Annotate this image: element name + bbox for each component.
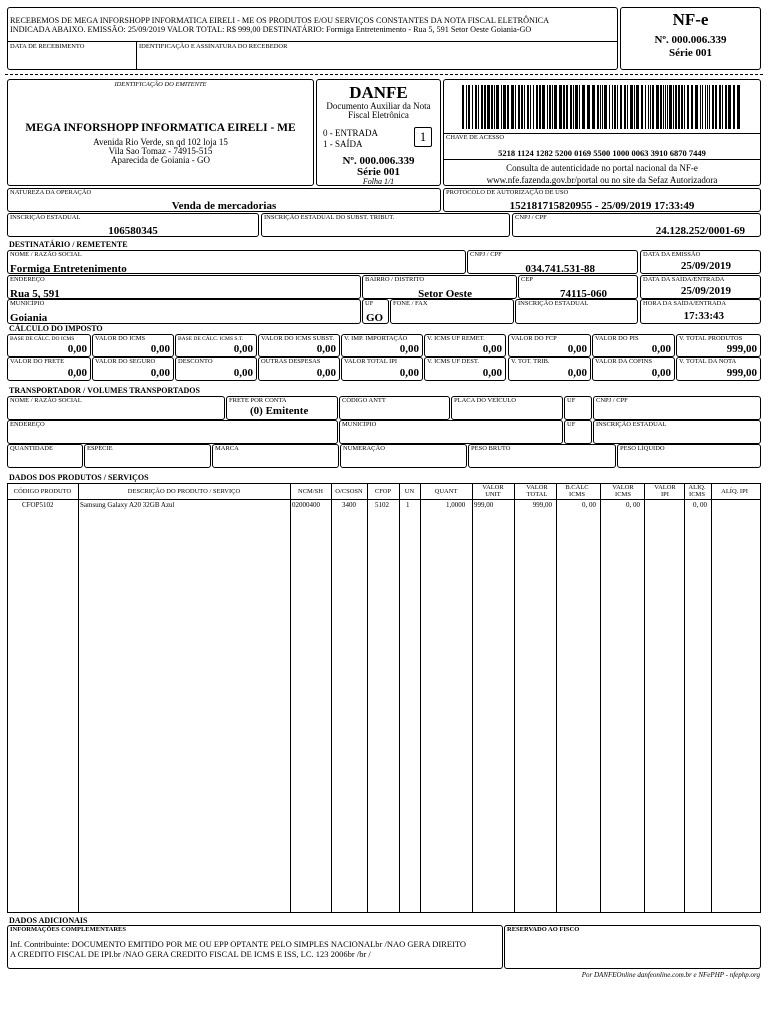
- barcode-bar: [600, 85, 601, 129]
- product-cfop: 5102: [375, 501, 389, 509]
- barcode-bar: [712, 85, 714, 129]
- danfe-series: Série 001: [356, 166, 401, 178]
- nature-value: Venda de mercadorias: [171, 200, 277, 212]
- exit-date: 25/09/2019: [680, 285, 731, 297]
- barcode-bar: [641, 85, 643, 129]
- emitter-cnpj-box: [512, 213, 761, 237]
- barcode-bar: [472, 85, 473, 129]
- col-header-total-value: VALOR TOTAL: [526, 484, 548, 498]
- access-consult1: Consulta de autenticidade no portal nacional da NF-e: [506, 163, 698, 173]
- additional-section-title: DADOS ADICIONAIS: [9, 916, 88, 925]
- carrier-city-label: MUNICÍPIO: [342, 421, 377, 428]
- barcode-bar: [687, 85, 689, 129]
- col-header-icms-rate: ALÍQ. ICMS: [688, 484, 706, 498]
- barcode-bar: [630, 85, 633, 129]
- tax-label: V. ICMS UF REMET.: [427, 335, 485, 342]
- danfe-title: DANFE: [349, 83, 408, 102]
- antt-label: CÓDIGO ANTT: [342, 397, 386, 404]
- product-total-value: 999,00: [532, 501, 552, 509]
- danfe-entrada: 0 - ENTRADA: [323, 128, 378, 138]
- receipt-nfe-number: Nº. 000.006.339: [654, 34, 727, 46]
- danfe-number: Nº. 000.006.339: [342, 155, 415, 167]
- carrier-name-box: [7, 396, 225, 420]
- emission-date: 25/09/2019: [680, 260, 731, 272]
- emitter-address2: Vila Sao Tomaz - 74915-515: [108, 146, 213, 156]
- barcode-bar: [678, 85, 680, 129]
- exit-time-label: HORA DA SAÍDA/ENTRADA: [643, 300, 727, 307]
- tax-label: VALOR DO SEGURO: [95, 358, 156, 365]
- carrier-cnpj-label: CNPJ / CPF: [596, 397, 628, 404]
- col-header-icms-base: B.CÁLC ICMS: [565, 484, 589, 498]
- carrier-cnpj-box: [593, 396, 761, 420]
- gross-weight-label: PESO BRUTO: [471, 445, 511, 452]
- tax-box-row1-2: [175, 334, 257, 357]
- tax-label: VALOR DA COFINS: [595, 358, 652, 365]
- barcode-bar: [660, 85, 662, 129]
- barcode-bar: [700, 85, 701, 129]
- recipient-name: Formiga Entretenimento: [10, 263, 127, 274]
- numbering-box: [340, 444, 467, 468]
- barcode-bar: [573, 85, 574, 129]
- emitter-address1: Avenida Rio Verde, sn qd 102 loja 15: [93, 137, 228, 147]
- barcode-bar: [609, 85, 610, 129]
- barcode-bar: [518, 85, 520, 129]
- danfe-subtitle2: Fiscal Eletrônica: [348, 110, 409, 120]
- tax-box-row1-4: [341, 334, 423, 357]
- tax-label: VALOR DO FCP: [511, 335, 557, 342]
- exit-time-box: [640, 299, 761, 324]
- tax-box-row1-1: [92, 334, 174, 357]
- barcode-bar: [501, 85, 502, 129]
- col-header-icms-value: VALOR ICMS: [612, 484, 634, 498]
- barcode-bar: [530, 85, 531, 129]
- barcode-bar: [667, 85, 668, 129]
- receipt-nfe-title: NF-e: [672, 10, 709, 29]
- receipt-text-line1: RECEBEMOS DE MEGA INFORSHOPP INFORMATICA EIRELI - ME OS PRODUTOS E/OU SERVIÇOS CONSTANTES DA NOTA FISCAL ELETRÔNICA: [10, 16, 550, 25]
- city: Goiania: [10, 312, 48, 324]
- barcode-bar: [691, 85, 693, 129]
- danfe-type-box: 1: [414, 127, 432, 147]
- barcode-bar: [627, 85, 628, 129]
- barcode-bar: [524, 85, 525, 129]
- barcode-bar: [617, 85, 618, 129]
- receipt-nfe-series: Série 001: [668, 47, 713, 59]
- barcode-bar: [652, 85, 654, 129]
- protocol-box: [443, 188, 761, 212]
- barcode-bar: [468, 85, 470, 129]
- recipient-uf: GO: [366, 312, 384, 324]
- exit-time: 17:33:43: [683, 310, 724, 322]
- barcode-bar: [533, 85, 534, 129]
- barcode-bar: [547, 85, 548, 129]
- recipient-section-title: DESTINATÁRIO / REMETENTE: [9, 240, 128, 249]
- barcode-bar: [602, 85, 603, 129]
- district: Setor Oeste: [418, 288, 472, 299]
- cep: 74115-060: [559, 288, 607, 299]
- phone-box: [390, 299, 514, 324]
- barcode-bar: [722, 85, 723, 129]
- barcode-bar: [566, 85, 568, 129]
- barcode-bar: [496, 85, 499, 129]
- emitter-cnpj-label: CNPJ / CPF: [515, 214, 547, 221]
- barcode-bar: [478, 85, 479, 129]
- product-icms-value: 0, 00: [626, 501, 640, 509]
- plate-label: PLACA DO VEÍCULO: [454, 397, 516, 404]
- tax-label: VALOR DO ICMS: [95, 335, 146, 342]
- numbering-label: NUMERAÇÃO: [343, 445, 385, 452]
- tax-value: 0,00: [233, 367, 253, 379]
- ie-st-label: INSCRIÇÃO ESTADUAL DO SUBST. TRIBUT.: [264, 214, 395, 221]
- recipient-address-label: ENDEREÇO: [10, 276, 45, 283]
- transport-section-title: TRANSPORTADOR / VOLUMES TRANSPORTADOS: [9, 386, 200, 395]
- barcode-bar: [582, 85, 585, 129]
- barcode-bar: [737, 85, 740, 129]
- tax-label: V. TOTAL PRODUTOS: [679, 335, 743, 342]
- exit-date-label: DATA DA SAÍDA/ENTRADA: [643, 276, 725, 283]
- access-box: [443, 79, 761, 186]
- tax-box-row2-6: [508, 357, 591, 381]
- carrier-uf-label: UF: [567, 397, 576, 404]
- tax-section-title: CÁLCULO DO IMPOSTO: [9, 324, 103, 333]
- access-key: 5218 1124 1282 5200 0169 5500 1000 0063 3910 6870 7449: [498, 148, 706, 158]
- emitter-label: IDENTIFICAÇÃO DO EMITENTE: [114, 81, 207, 88]
- recipient-uf-box: [362, 299, 389, 324]
- carrier-ie-box: [593, 420, 761, 444]
- plate-box: [451, 396, 563, 420]
- barcode-bar: [715, 85, 717, 129]
- barcode-bar: [521, 85, 523, 129]
- ie-st-box: [261, 213, 510, 237]
- barcode-bar: [620, 85, 622, 129]
- nature-label: NATUREZA DA OPERAÇÃO: [10, 189, 92, 196]
- receipt-nfe-box: [620, 7, 761, 70]
- col-header-ncm: NCM/SH: [298, 488, 323, 495]
- barcode-bar: [542, 85, 545, 129]
- ie-box: [7, 213, 259, 237]
- barcode-bar: [702, 85, 703, 129]
- barcode-bar: [604, 85, 607, 129]
- barcode-bar: [511, 85, 514, 129]
- barcode-bar: [494, 85, 495, 129]
- col-header-description: DESCRIÇÃO DO PRODUTO / SERVIÇO: [127, 488, 241, 495]
- barcode-bar: [527, 85, 529, 129]
- tax-label: BASE DE CÁLC. DO ICMS: [10, 336, 75, 342]
- recipient-address-box: [7, 275, 361, 299]
- barcode-bar: [656, 85, 659, 129]
- emitter-cnpj-value: 24.128.252/0001-69: [655, 225, 745, 237]
- products-section-title: DADOS DOS PRODUTOS / SERVIÇOS: [9, 473, 149, 482]
- tax-value: 0,00: [482, 367, 502, 379]
- barcode-bar: [695, 85, 698, 129]
- tax-value: 0,00: [316, 343, 336, 355]
- tax-value: 0,00: [399, 367, 419, 379]
- barcode-bar: [614, 85, 616, 129]
- recipient-name-box: [7, 250, 466, 274]
- barcode-bar: [645, 85, 646, 129]
- tax-box-row2-8: [676, 357, 761, 381]
- reserved-label: RESERVADO AO FISCO: [507, 926, 580, 933]
- cep-box: [518, 275, 638, 299]
- barcode-bar: [481, 85, 483, 129]
- tax-label: V. ICMS UF DEST.: [427, 358, 479, 365]
- access-key-label: CHAVE DE ACESSO: [446, 134, 505, 141]
- protocol-label: PROTOCOLO DE AUTORIZAÇÃO DE USO: [446, 189, 569, 196]
- tax-label: V. TOT. TRIB.: [511, 358, 550, 365]
- protocol-value: 152181715820955 - 25/09/2019 17:33:49: [509, 200, 695, 212]
- col-header-code: CÓDIGO PRODUTO: [13, 488, 72, 495]
- net-weight-label: PESO LÍQUIDO: [620, 445, 665, 452]
- tax-value: 0,00: [567, 343, 587, 355]
- barcode-bar: [728, 85, 731, 129]
- barcode-bar: [503, 85, 506, 129]
- complementary-info-box: [7, 925, 503, 969]
- barcode-bar: [648, 85, 649, 129]
- col-header-ipi-rate: ALÍQ. IPI: [721, 488, 748, 495]
- tax-label: VALOR DO FRETE: [10, 358, 65, 365]
- tax-box-row2-5: [424, 357, 506, 381]
- ie-label: INSCRIÇÃO ESTADUAL: [10, 214, 81, 221]
- tax-value: 0,00: [651, 343, 671, 355]
- barcode-bar: [549, 85, 551, 129]
- barcode-bar: [669, 85, 672, 129]
- species-label: ESPÉCIE: [87, 445, 113, 452]
- receipt-date-label: DATA DE RECEBIMENTO: [10, 43, 85, 50]
- receipt-text-line2: INDICADA ABAIXO. EMISSÃO: 25/09/2019 VALOR TOTAL: R$ 999,00 DESTINATÁRIO: Formiga Entretenimento - Rua 5, 591 Setor Oeste Goiania-GO: [10, 25, 532, 34]
- barcode-bar: [624, 85, 626, 129]
- freight-value: (0) Emitente: [250, 405, 309, 417]
- tax-value: 0,00: [150, 343, 170, 355]
- barcode-bar: [563, 85, 565, 129]
- carrier-ie-label: INSCRIÇÃO ESTADUAL: [596, 421, 667, 428]
- tax-box-row2-2: [175, 357, 257, 381]
- cep-label: CEP: [521, 276, 533, 283]
- carrier-uf-box: [564, 396, 592, 420]
- carrier-uf2-box: [564, 420, 592, 444]
- barcode-bar: [487, 85, 490, 129]
- barcode-bar: [536, 85, 538, 129]
- freight-label: FRETE POR CONTA: [229, 397, 287, 404]
- carrier-name-label: NOME / RAZÃO SOCIAL: [10, 397, 82, 404]
- carrier-address-box: [7, 420, 338, 444]
- complementary-info-line1: Inf. Contribuinte: DOCUMENTO EMITIDO POR ME OU EPP OPTANTE PELO SIMPLES NACIONALbr /NAO GERA DIREITO: [10, 939, 467, 949]
- carrier-address-label: ENDEREÇO: [10, 421, 45, 428]
- barcode-bar: [475, 85, 477, 129]
- barcode-bar: [709, 85, 710, 129]
- recipient-cnpj-label: CNPJ / CPF: [470, 251, 502, 258]
- tax-label: VALOR DO PIS: [595, 335, 639, 342]
- barcode-bar: [636, 85, 639, 129]
- tax-box-row1-3: [258, 334, 340, 357]
- recipient-uf-label: UF: [365, 300, 374, 307]
- col-header-csosn: O/CSOSN: [335, 488, 363, 495]
- exit-date-box: [640, 275, 761, 299]
- barcode: [462, 85, 742, 129]
- barcode-bar: [552, 85, 553, 129]
- emitter-box: [7, 79, 314, 186]
- barcode-bar: [684, 85, 685, 129]
- footer-credit: Por DANFEOnline danfeonline.com.br e NFePHP - nfephp.org: [581, 971, 760, 979]
- barcode-bar: [675, 85, 677, 129]
- carrier-city-box: [339, 420, 563, 444]
- recipient-ie-label: INSCRIÇÃO ESTADUAL: [518, 300, 589, 307]
- col-header-quant: QUANT: [434, 488, 458, 495]
- recipient-name-label: NOME / RAZÃO SOCIAL: [10, 251, 82, 258]
- emitter-address3: Aparecida de Goiania - GO: [111, 155, 210, 165]
- product-icms-base: 0, 00: [582, 501, 596, 509]
- receipt-box: [7, 7, 618, 70]
- complementary-info-line2: A CREDITO FISCAL DE IPI.br /NAO GERA CREDITO FISCAL DE ICMS E ISS, LC. 123 2006br /br /: [10, 949, 371, 959]
- tax-box-row2-4: [341, 357, 423, 381]
- reserved-box: [504, 925, 761, 969]
- net-weight-box: [617, 444, 761, 468]
- tax-box-row2-3: [258, 357, 340, 381]
- barcode-bar: [733, 85, 735, 129]
- freight-box: [226, 396, 338, 420]
- recipient-cnpj: 034.741.531-88: [525, 263, 595, 274]
- recipient-cnpj-box: [467, 250, 638, 274]
- antt-box: [339, 396, 450, 420]
- barcode-bar: [634, 85, 635, 129]
- tax-label: VALOR DO ICMS SUBST.: [261, 335, 335, 342]
- cut-line: [5, 74, 763, 75]
- tax-value: 0,00: [651, 367, 671, 379]
- barcode-bar: [707, 85, 708, 129]
- tax-label: V. TOTAL DA NOTA: [679, 358, 737, 365]
- nature-box: [7, 188, 441, 212]
- tax-value: 0,00: [399, 343, 419, 355]
- barcode-bar: [579, 85, 580, 129]
- tax-value: 0,00: [67, 367, 87, 379]
- complementary-info-label: INFORMAÇÕES COMPLEMENTARES: [10, 926, 126, 933]
- product-unit-value: 999,00: [474, 501, 494, 509]
- tax-box-row1-7: [592, 334, 675, 357]
- tax-value: 0,00: [567, 367, 587, 379]
- barcode-bar: [681, 85, 683, 129]
- barcode-bar: [484, 85, 486, 129]
- district-label: BAIRRO / DISTRITO: [365, 276, 425, 283]
- barcode-bar: [597, 85, 599, 129]
- tax-box-row2-0: [7, 357, 91, 381]
- barcode-bar: [673, 85, 674, 129]
- col-header-ipi-value: VALOR IPI: [654, 484, 676, 498]
- brand-label: MARCA: [215, 445, 239, 452]
- emission-date-box: [640, 250, 761, 274]
- barcode-bar: [725, 85, 727, 129]
- qty-box: [7, 444, 83, 468]
- tax-label: VALOR TOTAL IPI: [344, 358, 398, 365]
- barcode-bar: [587, 85, 590, 129]
- product-description: Samsung Galaxy A20 32GB Azul: [80, 501, 175, 509]
- tax-value: 0,00: [482, 343, 502, 355]
- danfe-subtitle1: Documento Auxiliar da Nota: [326, 101, 431, 111]
- city-box: [7, 299, 361, 324]
- gross-weight-box: [468, 444, 616, 468]
- barcode-bar: [462, 85, 464, 129]
- barcode-bar: [719, 85, 721, 129]
- col-header-unit-value: VALOR UNIT: [482, 484, 504, 498]
- barcode-bar: [665, 85, 666, 129]
- barcode-bar: [515, 85, 516, 129]
- district-box: [362, 275, 517, 299]
- phone-label: FONE / FAX: [393, 300, 428, 307]
- danfe-page: Folha 1/1: [362, 177, 395, 186]
- tax-value: 0,00: [150, 367, 170, 379]
- barcode-bar: [592, 85, 595, 129]
- carrier-uf2-label: UF: [567, 421, 576, 428]
- tax-box-row1-6: [508, 334, 591, 357]
- recipient-ie-box: [515, 299, 638, 324]
- barcode-bar: [570, 85, 572, 129]
- barcode-bar: [575, 85, 578, 129]
- tax-value: 0,00: [316, 367, 336, 379]
- barcode-bar: [559, 85, 562, 129]
- barcode-bar: [491, 85, 493, 129]
- product-ncm: 02000400: [292, 501, 320, 509]
- tax-value: 999,00: [726, 343, 757, 355]
- barcode-bar: [507, 85, 509, 129]
- tax-box-row2-7: [592, 357, 675, 381]
- receipt-signature-label: IDENTIFICAÇÃO E ASSINATURA DO RECEBEDOR: [139, 43, 288, 50]
- barcode-bar: [466, 85, 467, 129]
- barcode-bar: [705, 85, 706, 129]
- tax-value: 999,00: [726, 367, 757, 379]
- brand-box: [212, 444, 339, 468]
- tax-value: 0,00: [233, 343, 253, 355]
- col-header-un: UN: [404, 488, 415, 495]
- barcode-bar: [612, 85, 613, 129]
- product-unit: 1: [406, 501, 410, 509]
- emission-date-label: DATA DA EMISSÃO: [643, 251, 701, 258]
- tax-box-row1-5: [424, 334, 506, 357]
- ie-value: 106580345: [108, 225, 158, 237]
- danfe-saida: 1 - SAÍDA: [323, 139, 363, 149]
- barcode-bar: [554, 85, 557, 129]
- barcode-bar: [663, 85, 664, 129]
- products-table: [7, 483, 761, 913]
- danfe-box: [316, 79, 441, 186]
- species-box: [84, 444, 211, 468]
- product-csosn: 3400: [342, 501, 356, 509]
- recipient-address: Rua 5, 591: [10, 288, 60, 299]
- tax-label: OUTRAS DESPESAS: [261, 358, 321, 365]
- emitter-name: MEGA INFORSHOPP INFORMATICA EIRELI - ME: [25, 122, 296, 134]
- tax-label: V. IMP. IMPORTAÇÃO: [344, 335, 408, 342]
- tax-box-row1-8: [676, 334, 761, 357]
- tax-box-row1-0: [7, 334, 91, 357]
- tax-value: 0,00: [67, 343, 87, 355]
- tax-label: DESCONTO: [178, 358, 213, 365]
- barcode-bar: [650, 85, 651, 129]
- access-consult2: www.nfe.fazenda.gov.br/portal ou no site da Sefaz Autorizadora: [486, 175, 718, 185]
- city-label: MUNICÍPIO: [10, 300, 45, 307]
- product-icms-rate: 0, 00: [693, 501, 707, 509]
- col-header-cfop: CFOP: [374, 488, 392, 495]
- product-quantity: 1,0000: [446, 501, 466, 509]
- product-code: CFOP5102: [22, 501, 54, 509]
- qty-label: QUANTIDADE: [10, 445, 53, 452]
- barcode-bar: [539, 85, 541, 129]
- tax-box-row2-1: [92, 357, 174, 381]
- tax-label: BASE DE CÁLC. ICMS S.T.: [178, 336, 244, 342]
